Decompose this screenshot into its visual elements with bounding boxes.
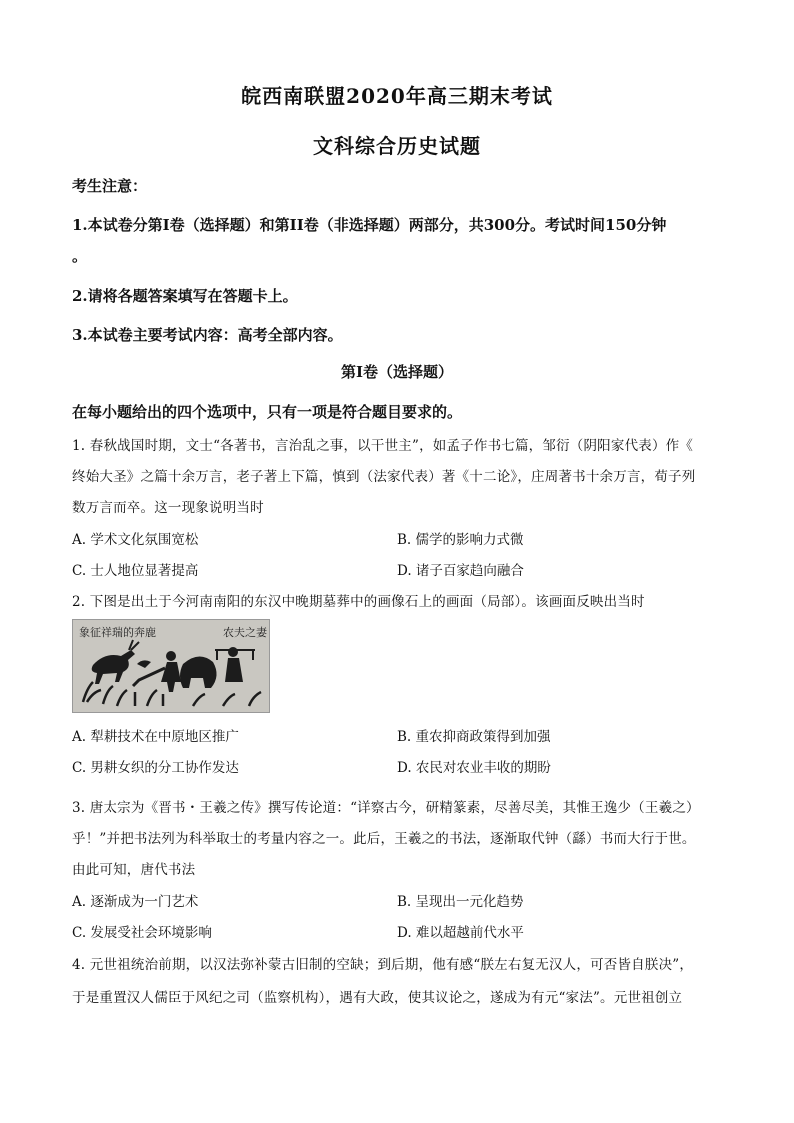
stone-relief-drawing xyxy=(73,620,269,712)
notice-item-3: 3.本试卷主要考试内容：高考全部内容。 xyxy=(72,326,343,344)
q3-line-2: 乎！”并把书法列为科举取士的考量内容之一。此后，王羲之的书法，逐渐取代钟（繇）书而大行于世。 xyxy=(72,831,696,847)
q3-line-3: 由此可知，唐代书法 xyxy=(72,862,196,878)
q4-line-1: 4. 元世祖统治前期，以汉法弥补蒙古旧制的空缺；到后期，他有感“朕左右复无汉人，可否皆自朕决”， xyxy=(72,957,694,973)
image-caption-wife: 农夫之妻 xyxy=(223,626,267,639)
notice-heading: 考生注意： xyxy=(72,177,148,195)
q4-line-2: 于是重置汉人儒臣于风纪之司（监察机构），遇有大政，使其议论之，遂成为有元“家法”。元世祖创立 xyxy=(72,990,683,1006)
q2-option-a: A. 犁耕技术在中原地区推广 xyxy=(72,729,239,745)
q3-option-d: D. 难以超越前代水平 xyxy=(397,925,524,941)
q1-line-1: 1. 春秋战国时期，文士“各著书，言治乱之事，以干世主”，如孟子作书七篇，邹衍（阴阳家代表）作《 xyxy=(72,438,694,454)
q3-line-1: 3. 唐太宗为《晋书・王羲之传》撰写传论道：“详察古今，研精篆素，尽善尽美，其惟王逸少（王羲之） xyxy=(72,800,700,816)
notice-item-1-cont: 。 xyxy=(72,247,88,265)
exam-subtitle: 文科综合历史试题 xyxy=(313,134,481,158)
q2-option-b: B. 重农抑商政策得到加强 xyxy=(397,729,551,745)
exam-title: 皖西南联盟2020年高三期末考试 xyxy=(241,84,553,108)
notice-item-2: 2.请将各题答案填写在答题卡上。 xyxy=(72,287,298,305)
section-title: 第Ⅰ卷（选择题） xyxy=(340,363,454,381)
q1-line-3: 数万言而卒。这一现象说明当时 xyxy=(72,500,264,516)
stone-relief-image xyxy=(72,619,270,713)
q1-option-b: B. 儒学的影响力式微 xyxy=(397,532,524,548)
q3-option-b: B. 呈现出一元化趋势 xyxy=(397,894,524,910)
image-caption-deer: 象征祥瑞的奔鹿 xyxy=(79,626,156,639)
q2-option-d: D. 农民对农业丰收的期盼 xyxy=(397,760,551,776)
q1-option-a: A. 学术文化氛围宽松 xyxy=(72,532,199,548)
section-instruction: 在每小题给出的四个选项中，只有一项是符合题目要求的。 xyxy=(72,403,463,421)
q2-line-1: 2. 下图是出土于今河南南阳的东汉中晚期墓葬中的画像石上的画面（局部）。该画面反映出当时 xyxy=(72,594,645,610)
q1-option-d: D. 诸子百家趋向融合 xyxy=(397,563,524,579)
q1-line-2: 终始大圣》之篇十余万言，老子著上下篇，慎到（法家代表）著《十二论》，庄周著书十余万言，荀子列 xyxy=(72,469,696,485)
notice-item-1: 1.本试卷分第Ⅰ卷（选择题）和第II卷（非选择题）两部分，共300分。考试时间150分钟 xyxy=(72,216,667,234)
q2-option-c: C. 男耕女织的分工协作发达 xyxy=(72,760,239,776)
q3-option-a: A. 逐渐成为一门艺术 xyxy=(72,894,199,910)
q1-option-c: C. 士人地位显著提高 xyxy=(72,563,199,579)
q3-option-c: C. 发展受社会环境影响 xyxy=(72,925,212,941)
